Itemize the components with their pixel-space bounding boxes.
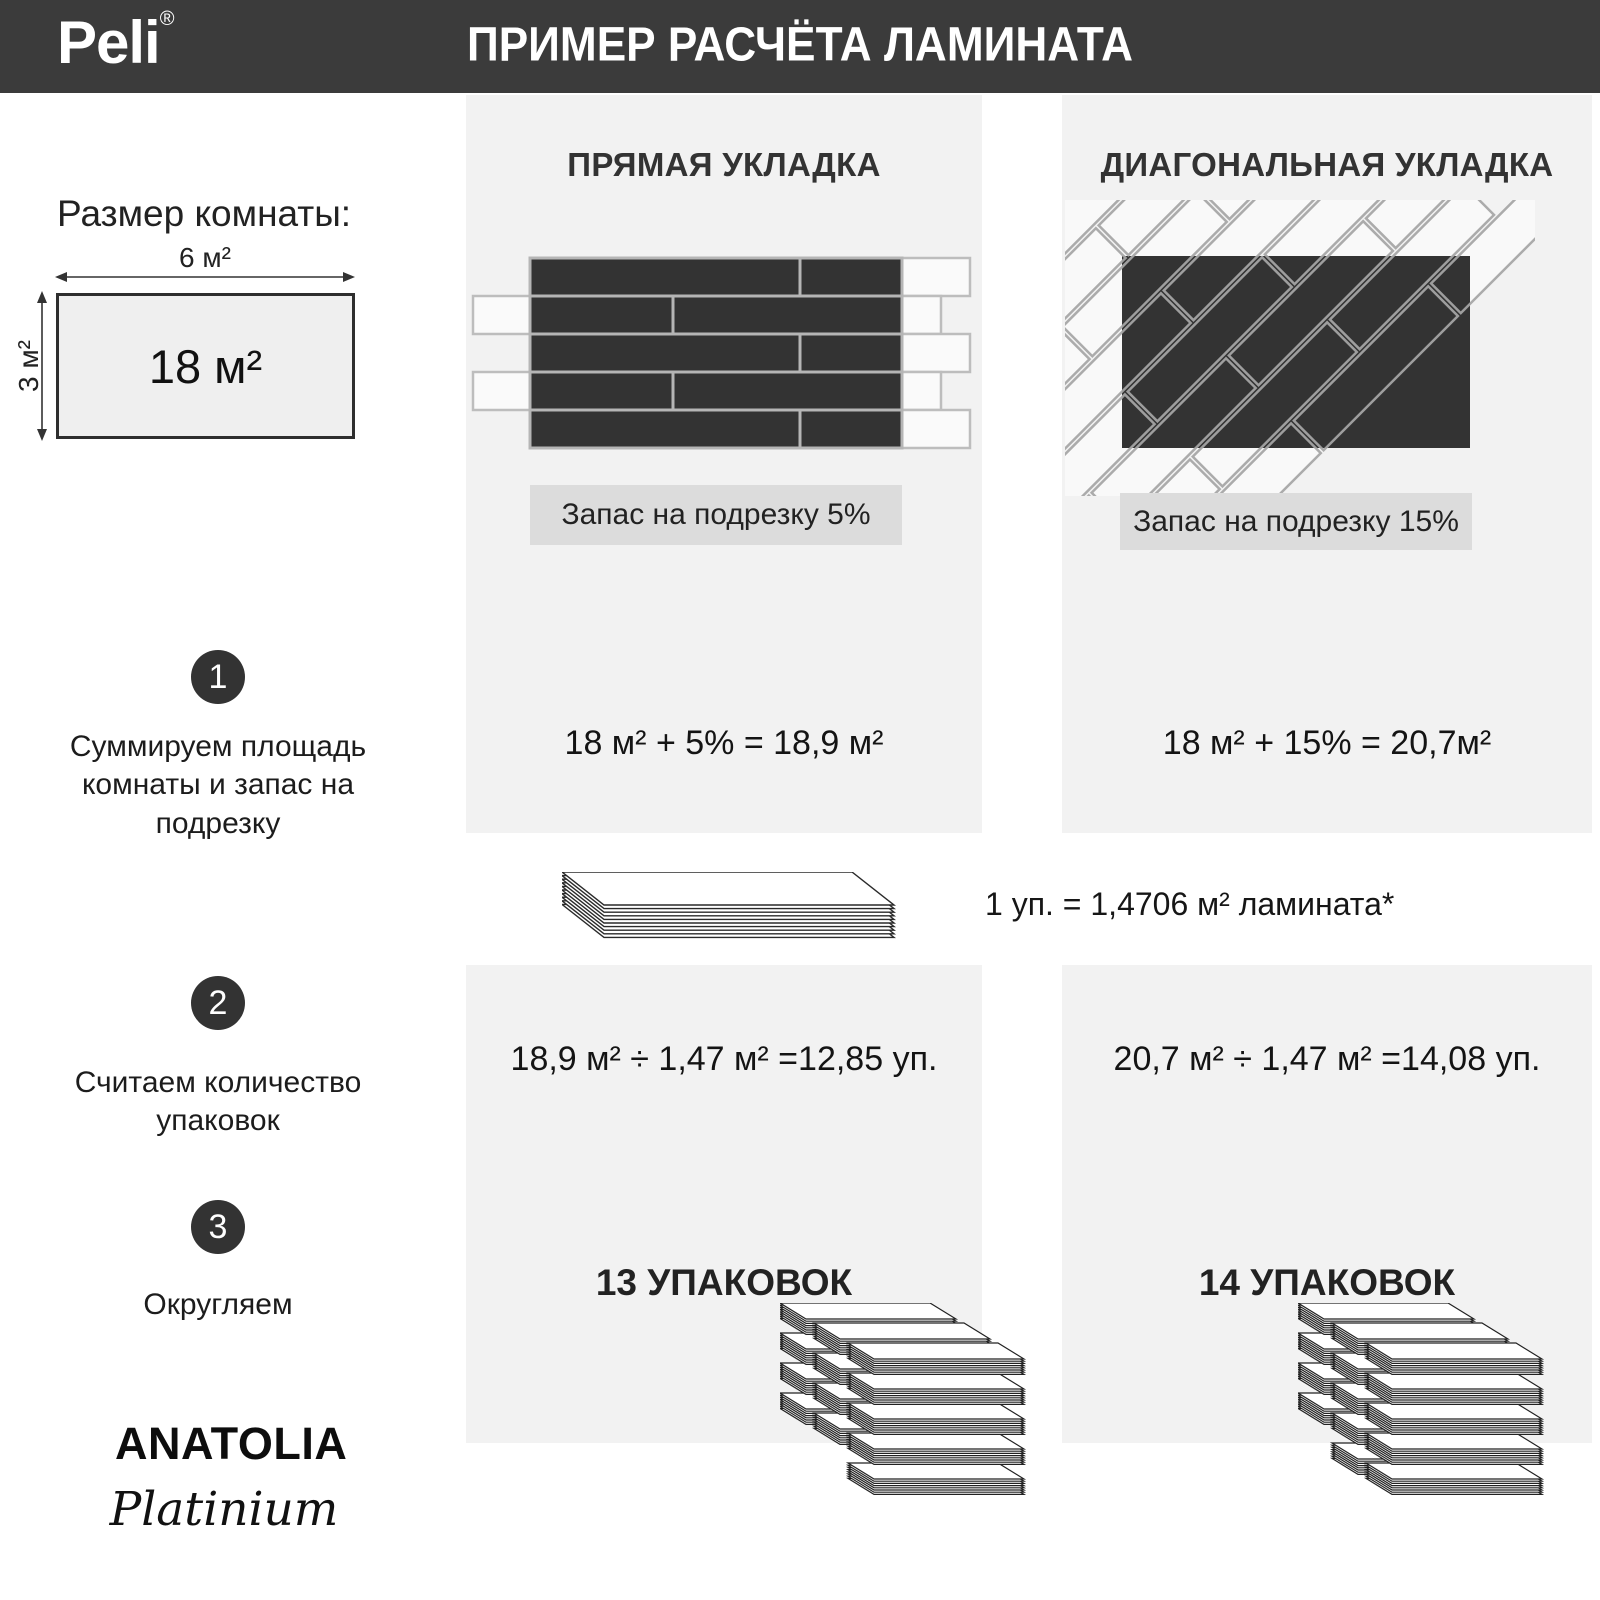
room-height-value: 3 м²	[13, 340, 44, 392]
height-dimension-arrow-icon	[35, 291, 49, 441]
brand-name: ANATOLIA	[115, 1418, 348, 1469]
header-bar	[0, 0, 1600, 93]
allowance-label-diagonal: Запас на подрезку 15%	[1120, 493, 1472, 550]
step-3-badge	[191, 1200, 245, 1254]
panel-straight-top	[466, 95, 982, 833]
packs-formula-straight: 18,9 м² ÷ 1,47 м² =12,85 уп.	[510, 1040, 938, 1078]
laminate-pack-icon	[562, 872, 898, 942]
pack-coverage-note: 1 уп. = 1,4706 м² ламината*	[985, 886, 1395, 922]
column-title-diagonal: ДИАГОНАЛЬНАЯ УКЛАДКА	[1100, 146, 1554, 183]
column-title-straight: ПРЯМАЯ УКЛАДКА	[567, 146, 881, 183]
allowance-label-straight: Запас на подрезку 5%	[530, 485, 902, 545]
area-formula-diagonal: 18 м² + 15% = 20,7м²	[1162, 724, 1492, 762]
room-width-value: 6 м²	[179, 242, 231, 273]
room-area-value: 18 м²	[148, 339, 263, 393]
peli-logo	[57, 8, 173, 77]
step-2-badge	[191, 976, 245, 1030]
step-1-number: 1	[208, 657, 228, 696]
step-3-number: 3	[208, 1207, 228, 1246]
area-formula-straight: 18 м² + 5% = 18,9 м²	[564, 724, 884, 762]
step-2-number: 2	[208, 983, 228, 1022]
room-size-label: Размер комнаты:	[57, 193, 352, 234]
result-straight: 13 УПАКОВОК	[595, 1262, 853, 1303]
result-diagonal: 14 УПАКОВОК	[1198, 1262, 1456, 1303]
width-dimension-arrow-icon	[55, 270, 355, 284]
step-1-label: Суммируем площадь комнаты и запас на подрезку	[69, 730, 367, 840]
package-stack-13-icon	[780, 1303, 1028, 1503]
logo-text: Peli	[57, 9, 160, 76]
straight-laying-diagram-icon	[455, 250, 975, 460]
registered-mark: ®	[159, 8, 174, 30]
page-title: ПРИМЕР РАСЧЁТА ЛАМИНАТА	[466, 17, 1134, 71]
packs-formula-diagonal: 20,7 м² ÷ 1,47 м² =14,08 уп.	[1113, 1040, 1541, 1078]
step-1-badge	[191, 650, 245, 704]
step-3-label: Округляем	[143, 1288, 293, 1321]
step-2-label: Считаем количество упаковок	[74, 1066, 362, 1138]
collection-name: Platinium	[109, 1482, 339, 1537]
room-rectangle	[56, 293, 355, 439]
package-stack-14-icon	[1298, 1303, 1546, 1503]
diagonal-laying-diagram-icon	[1050, 190, 1595, 520]
